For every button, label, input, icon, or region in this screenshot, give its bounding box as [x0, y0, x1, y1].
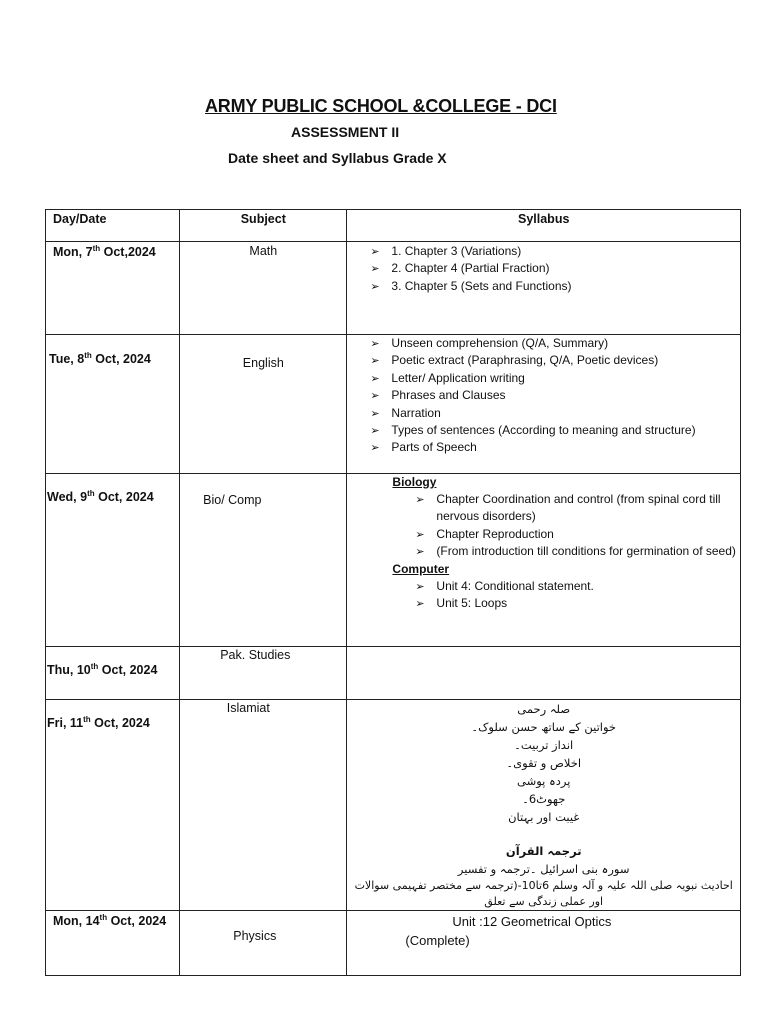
- list-item: ➢ Types of sentences (According to meaning and structure): [370, 422, 740, 439]
- syllabus-cell: [347, 911, 741, 976]
- computer-heading: Computer: [392, 561, 450, 576]
- physics-syllabus: [347, 911, 740, 950]
- list-item: ➢ Narration: [370, 405, 740, 422]
- list-item: ➢ Unit 5: Loops: [415, 595, 740, 612]
- date-cell: Thu, 10th Oct, 2024: [46, 647, 180, 700]
- computer-list: [392, 578, 740, 613]
- list-item: ➢ Chapter Coordination and control (from spinal cord till nervous disorders): [415, 491, 740, 526]
- urdu-heading: ترجمہ القرآن: [505, 844, 582, 858]
- list-item: ➢ Unit 4: Conditional statement.: [415, 578, 740, 595]
- date-cell: Tue, 8th Oct, 2024: [46, 335, 180, 474]
- syllabus-cell: [347, 647, 741, 700]
- table-row: [46, 474, 741, 647]
- header-day-date: Day/Date: [46, 210, 180, 242]
- list-item: ➢ 1. Chapter 3 (Variations): [370, 243, 740, 260]
- subject-cell: Math: [180, 242, 347, 335]
- list-item: ➢ Unseen comprehension (Q/A, Summary): [370, 335, 740, 352]
- syllabus-cell: [347, 242, 741, 335]
- list-item: ➢ 2. Chapter 4 (Partial Fraction): [370, 260, 740, 277]
- date-cell: Mon, 7th Oct,2024: [46, 242, 180, 335]
- urdu-line: احادیث نبویہ صلی اللہ علیہ و آلہ وسلم 6تا10-(ترجمہ سے مختصر تفہیمی سوالات اور عملی زندگی سے تعلق: [354, 879, 733, 908]
- list-item: ➢ Parts of Speech: [370, 439, 740, 456]
- syllabus-cell: [347, 335, 741, 474]
- header-subject: Subject: [180, 210, 347, 242]
- header-syllabus: Syllabus: [347, 210, 741, 242]
- subject-cell: Bio/ Comp: [180, 474, 347, 647]
- biology-heading: Biology: [392, 475, 437, 489]
- list-item: ➢ (From introduction till conditions for germination of seed): [415, 543, 740, 560]
- table-row: [46, 911, 741, 976]
- urdu-line: انداز تربیت۔: [514, 738, 574, 752]
- urdu-syllabus: [347, 700, 740, 910]
- table-row: [46, 242, 741, 335]
- document-subtitle: Date sheet and Syllabus Grade X: [228, 150, 447, 166]
- list-item: ➢ Phrases and Clauses: [370, 387, 740, 404]
- subject-cell: English: [180, 335, 347, 474]
- list-item: ➢ Poetic extract (Paraphrasing, Q/A, Poetic devices): [370, 352, 740, 369]
- physics-line: Unit :12 Geometrical Optics: [452, 914, 612, 929]
- biology-list: [392, 491, 740, 561]
- urdu-line: اخلاص و تقوی۔: [506, 756, 582, 770]
- table-row: [46, 700, 741, 911]
- date-sheet-table: [45, 209, 741, 976]
- subject-cell: Islamiat: [180, 700, 347, 911]
- table-row: [46, 647, 741, 700]
- subject-cell: Pak. Studies: [180, 647, 347, 700]
- list-item: ➢ Letter/ Application writing: [370, 370, 740, 387]
- date-cell: Wed, 9th Oct, 2024: [46, 474, 180, 647]
- syllabus-cell: [347, 474, 741, 647]
- assessment-title: ASSESSMENT II: [291, 124, 400, 140]
- date-cell: Fri, 11th Oct, 2024: [46, 700, 180, 911]
- table-header-row: [46, 210, 741, 242]
- urdu-line: پردہ پوشی: [516, 774, 571, 788]
- urdu-line: خواتین کے ساتھ حسن سلوک۔: [471, 720, 617, 734]
- date-cell: Mon, 14th Oct, 2024: [46, 911, 180, 976]
- syllabus-cell: [347, 700, 741, 911]
- table-row: [46, 335, 741, 474]
- list-item: ➢ Chapter Reproduction: [415, 526, 740, 543]
- physics-line: (Complete): [405, 933, 470, 948]
- syllabus-list: [347, 335, 740, 457]
- list-item: ➢ 3. Chapter 5 (Sets and Functions): [370, 278, 740, 295]
- subject-cell: Physics: [180, 911, 347, 976]
- school-name: ARMY PUBLIC SCHOOL &COLLEGE - DCI: [205, 96, 557, 116]
- urdu-line: غیبت اور بہتان: [508, 810, 580, 824]
- urdu-line: سورہ بنی اسرائیل ۔ترجمہ و تفسیر: [457, 862, 630, 876]
- urdu-line: جھوٹ6۔: [522, 792, 566, 806]
- urdu-line: صلہ رحمی: [517, 702, 571, 716]
- syllabus-list: [347, 243, 740, 295]
